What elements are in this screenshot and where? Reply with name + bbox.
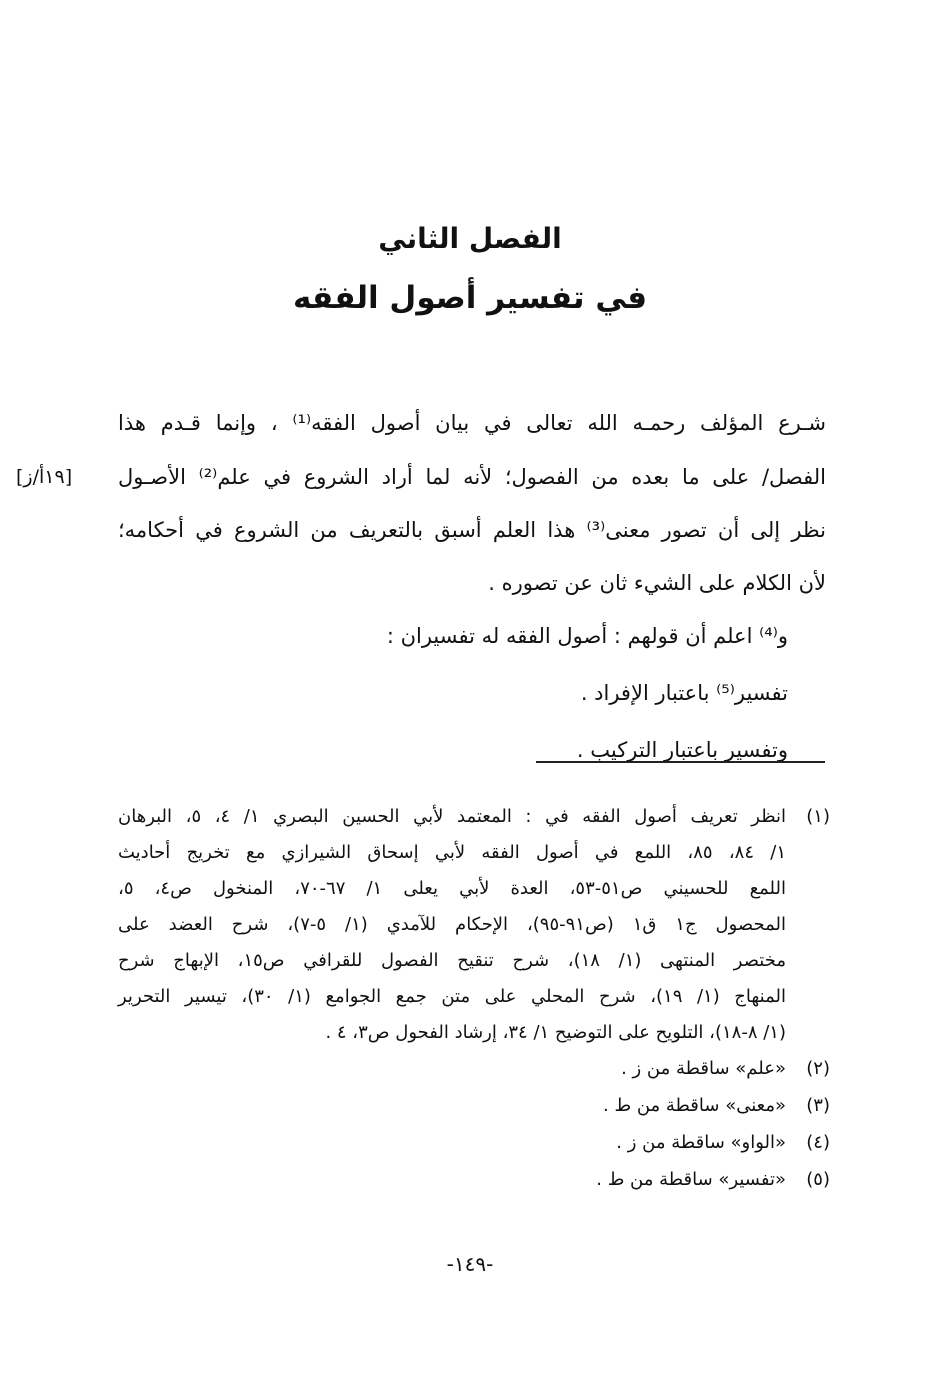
footnote-number: (٤) [806, 1132, 830, 1153]
footnote-line: المنهاج (١/ ١٩)، شرح المحلي على متن جمع الجوامع (١/ ٣٠)، تيسير التحرير [118, 986, 786, 1007]
body-line: نظر إلى أن تصور معنى⁽³⁾ هذا العلم أسبق بالتعريف من الشروع في أحكامه؛ [118, 518, 827, 542]
footnote-line: المحصول ج١ ق١ (ص٩١-٩٥)، الإحكام للآمدي (١/ ٥-٧)، شرح العضد على [118, 914, 787, 935]
chapter-subtitle: في تفسير أصول الفقه [292, 280, 648, 316]
margin-manuscript-reference: [١٩أ/ز] [16, 466, 73, 488]
body-line: تفسير⁽⁵⁾ باعتبار الإفراد . [580, 681, 788, 705]
footnote-number: (٢) [806, 1058, 830, 1079]
footnote-line: «معنى» ساقطة من ط . [603, 1095, 786, 1116]
footnote-line: (١/ ٨-١٨)، التلويح على التوضيح ١/ ٣٤، إرشاد الفحول ص٣، ٤ . [325, 1022, 786, 1043]
footnote-number: (١) [806, 806, 830, 827]
footnote-line: مختصر المنتهى (١/ ١٨)، شرح تنقيح الفصول للقرافي ص١٥، الإبهاج شرح [118, 950, 786, 971]
footnote-number: (٥) [806, 1169, 830, 1190]
page-number: -١٤٩- [446, 1252, 494, 1276]
footnote-line: اللمع للحسيني ص٥١-٥٣، العدة لأبي يعلى ١/ ٦٧-٧٠، المنخول ص٤، ٥، [118, 878, 786, 899]
body-line: شـرع المؤلف رحمـه الله تعالى في بيان أصول الفقه⁽¹⁾ ، وإنما قـدم هذا [118, 411, 826, 435]
body-line: و⁽⁴⁾ اعلم أن قولهم : أصول الفقه له تفسيران : [386, 624, 788, 648]
footnote-line: «علم» ساقطة من ز . [621, 1058, 786, 1079]
footnote-line: انظر تعريف أصول الفقه في : المعتمد لأبي الحسين البصري ١/ ٤، ٥، البرهان [118, 806, 787, 827]
body-line: لأن الكلام على الشيء ثان عن تصوره . [488, 571, 826, 595]
footnote-separator [536, 761, 825, 763]
body-line: وتفسير باعتبار التركيب . [576, 738, 788, 762]
footnote-number: (٣) [806, 1095, 830, 1116]
footnote-line: «الواو» ساقطة من ز . [616, 1132, 786, 1153]
footnote-line: ١/ ٨٤، ٨٥، اللمع في أصول الفقه لأبي إسحاق الشيرازي مع تخريج أحاديث [118, 842, 787, 863]
footnote-line: «تفسير» ساقطة من ط . [596, 1169, 786, 1190]
body-line: الفصل/ على ما بعده من الفصول؛ لأنه لما أراد الشروع في علم⁽²⁾ الأصـول [118, 465, 826, 489]
chapter-title: الفصل الثاني [378, 222, 562, 255]
